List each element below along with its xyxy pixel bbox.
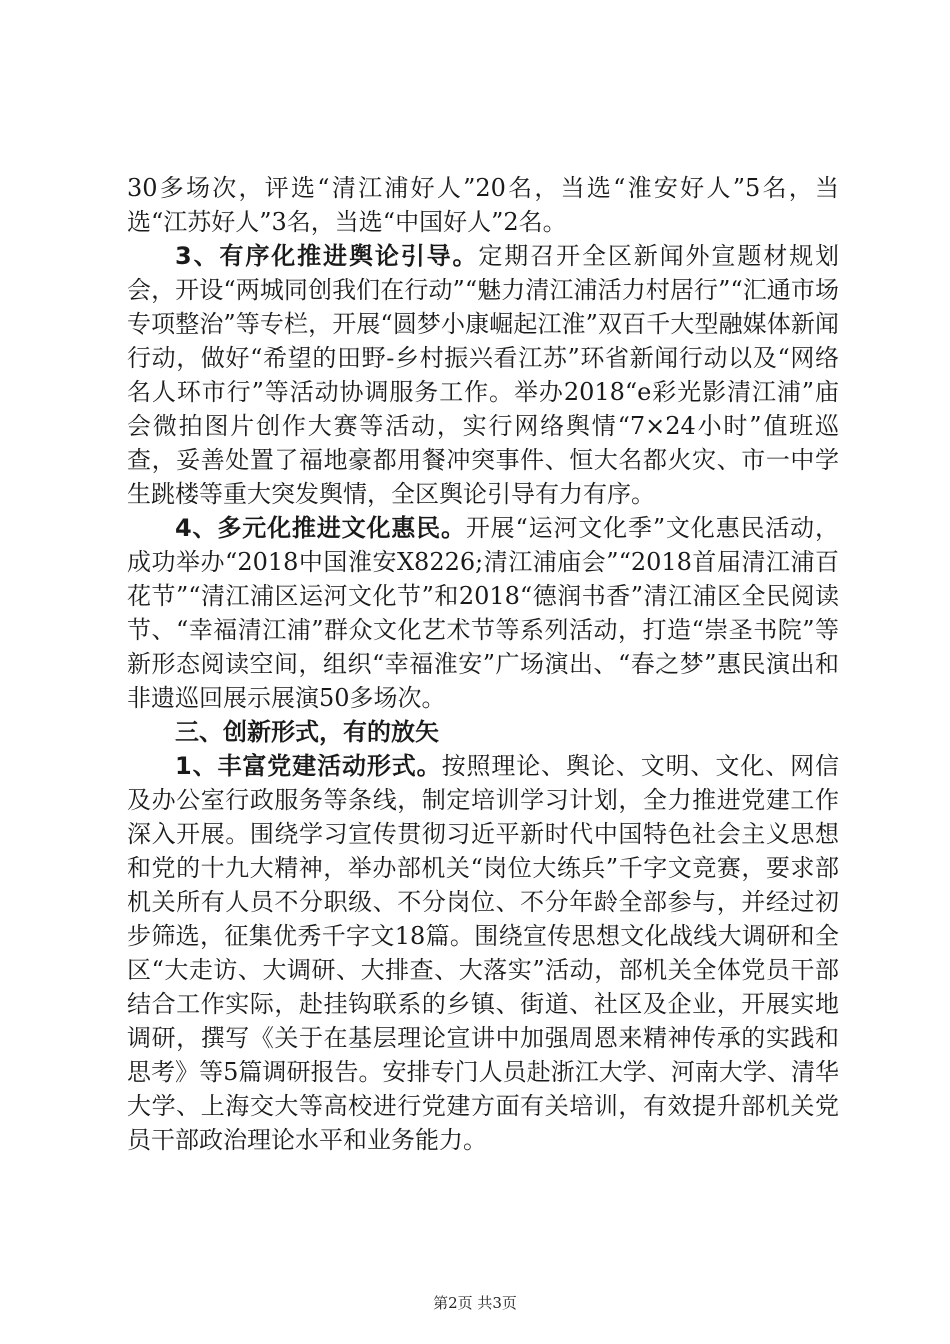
paragraph-lead: 4、多元化推进文化惠民。	[175, 514, 466, 542]
paragraph-lead: 3、有序化推进舆论引导。	[175, 242, 479, 270]
paragraph-continuation: 30多场次，评选“清江浦好人”20名，当选“淮安好人”5名，当选“江苏好人”3名，当选“中国好人”2名。	[127, 174, 839, 236]
paragraph-party-building	[127, 749, 839, 1157]
paragraph-culture	[127, 511, 839, 715]
paragraph-text: 开展“运河文化季”文化惠民活动，成功举办“2018中国淮安X8226;清江浦庙会”“2018首届清江浦百花节”“清江浦区运河文化节”和2018“德润书香”清江浦区全民阅读节、“幸福清江浦”群众文化艺术节等系列活动，打造“崇圣书院”等新形态阅读空间，组织“幸福淮安”广场演出、“春之梦”惠民演出和非遗巡回展示展演50多场次。	[127, 514, 839, 712]
page-footer: 第2页 共3页	[433, 1294, 517, 1312]
section-heading: 三、创新形式，有的放矢	[175, 718, 439, 746]
paragraph-text: 按照理论、舆论、文明、文化、网信及办公室行政服务等条线，制定培训学习计划，全力推进党建工作深入开展。围绕学习宣传贯彻习近平新时代中国特色社会主义思想和党的十九大精神，举办部机关“岗位大练兵”千字文竞赛，要求部机关所有人员不分职级、不分岗位、不分年龄全部参与，并经过初步筛选，征集优秀千字文18篇。围绕宣传思想文化战线大调研和全区“大走访、大调研、大排查、大落实”活动，部机关全体党员干部结合工作实际，赴挂钩联系的乡镇、街道、社区及企业，开展实地调研，撰写《关于在基层理论宣讲中加强周恩来精神传承的实践和思考》等5篇调研报告。安排专门人员赴浙江大学、河南大学、清华大学、上海交大等高校进行党建方面有关培训，有效提升部机关党员干部政治理论水平和业务能力。	[127, 752, 840, 1154]
document-body	[127, 171, 839, 1157]
paragraph-lead: 1、丰富党建活动形式。	[175, 752, 442, 780]
paragraph-text: 定期召开全区新闻外宣题材规划会，开设“两城同创我们在行动”“魅力清江浦活力村居行”“汇通市场专项整治”等专栏，开展“圆梦小康崛起江淮”双百千大型融媒体新闻行动，做好“希望的田野-乡村振兴看江苏”环省新闻行动以及“网络名人环市行”等活动协调服务工作。举办2018“e彩光影清江浦”庙会微拍图片创作大赛等活动，实行网络舆情“7×24小时”值班巡查，妥善处置了福地豪都用餐冲突事件、恒大名都火灾、市一中学生跳楼等重大突发舆情，全区舆论引导有力有序。	[127, 242, 839, 508]
paragraph-public-opinion	[127, 239, 839, 511]
